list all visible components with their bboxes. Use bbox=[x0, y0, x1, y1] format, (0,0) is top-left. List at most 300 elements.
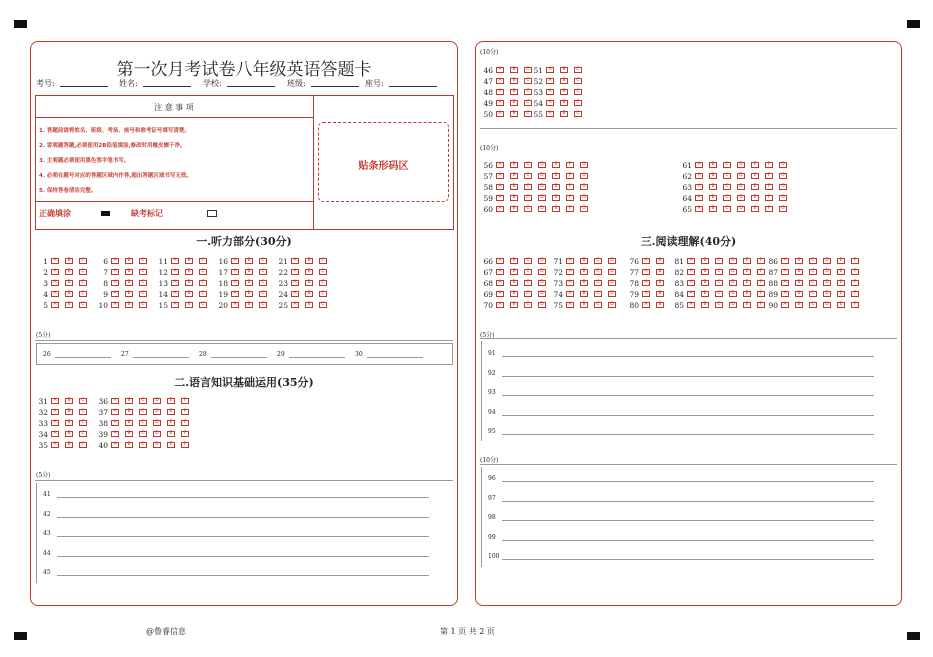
answer-bubble[interactable]: A bbox=[781, 302, 789, 308]
answer-bubble[interactable]: A bbox=[496, 302, 504, 308]
answer-bubble[interactable]: B bbox=[245, 302, 253, 308]
answer-bubble[interactable]: B bbox=[510, 195, 518, 201]
answer-bubble[interactable]: C bbox=[723, 173, 731, 179]
answer-bubble[interactable]: D bbox=[737, 184, 745, 190]
answer-bubble[interactable]: A bbox=[111, 291, 119, 297]
answer-bubble[interactable]: C bbox=[809, 291, 817, 297]
writing-answer-line[interactable] bbox=[502, 540, 874, 541]
answer-bubble[interactable]: B bbox=[560, 100, 568, 106]
answer-bubble[interactable]: B bbox=[510, 206, 518, 212]
answer-bubble[interactable]: G bbox=[779, 206, 787, 212]
answer-bubble[interactable]: B bbox=[795, 269, 803, 275]
answer-bubble[interactable]: F bbox=[765, 184, 773, 190]
answer-bubble[interactable]: G bbox=[580, 206, 588, 212]
answer-bubble[interactable]: E bbox=[743, 302, 751, 308]
answer-bubble[interactable]: C bbox=[139, 269, 147, 275]
answer-bubble[interactable]: A bbox=[781, 269, 789, 275]
answer-bubble[interactable]: F bbox=[765, 195, 773, 201]
writing-answer-line[interactable] bbox=[502, 501, 874, 502]
answer-bubble[interactable]: F bbox=[851, 291, 859, 297]
answer-bubble[interactable]: B bbox=[125, 409, 133, 415]
answer-bubble[interactable]: B bbox=[701, 258, 709, 264]
answer-bubble[interactable]: A bbox=[642, 258, 650, 264]
answer-bubble[interactable]: C bbox=[715, 291, 723, 297]
answer-bubble[interactable]: A bbox=[566, 258, 574, 264]
answer-bubble[interactable]: C bbox=[79, 302, 87, 308]
answer-bubble[interactable]: F bbox=[566, 184, 574, 190]
answer-bubble[interactable]: E bbox=[167, 398, 175, 404]
answer-bubble[interactable]: B bbox=[510, 89, 518, 95]
answer-bubble[interactable]: B bbox=[701, 302, 709, 308]
writing-answer-line[interactable] bbox=[502, 395, 874, 396]
answer-bubble[interactable]: D bbox=[538, 302, 546, 308]
answer-bubble[interactable]: C bbox=[79, 398, 87, 404]
answer-bubble[interactable]: A bbox=[51, 442, 59, 448]
answer-bubble[interactable]: C bbox=[139, 280, 147, 286]
answer-bubble[interactable]: C bbox=[809, 280, 817, 286]
answer-bubble[interactable]: D bbox=[538, 291, 546, 297]
answer-bubble[interactable]: C bbox=[524, 302, 532, 308]
answer-bubble[interactable]: E bbox=[837, 302, 845, 308]
answer-bubble[interactable]: D bbox=[538, 269, 546, 275]
answer-bubble[interactable]: A bbox=[642, 291, 650, 297]
answer-bubble[interactable]: A bbox=[496, 291, 504, 297]
answer-bubble[interactable]: F bbox=[757, 302, 765, 308]
answer-bubble[interactable]: B bbox=[560, 67, 568, 73]
answer-bubble[interactable]: D bbox=[608, 280, 616, 286]
answer-bubble[interactable]: C bbox=[524, 291, 532, 297]
answer-bubble[interactable]: C bbox=[139, 420, 147, 426]
answer-bubble[interactable]: F bbox=[566, 162, 574, 168]
blank-answer-line[interactable] bbox=[211, 357, 267, 358]
answer-bubble[interactable]: B bbox=[510, 100, 518, 106]
answer-bubble[interactable]: C bbox=[809, 258, 817, 264]
answer-bubble[interactable]: E bbox=[743, 291, 751, 297]
writing-answer-line[interactable] bbox=[502, 415, 874, 416]
answer-bubble[interactable]: A bbox=[566, 280, 574, 286]
answer-bubble[interactable]: E bbox=[743, 280, 751, 286]
answer-bubble[interactable]: A bbox=[51, 302, 59, 308]
answer-bubble[interactable]: E bbox=[837, 269, 845, 275]
answer-bubble[interactable]: D bbox=[153, 420, 161, 426]
answer-bubble[interactable]: F bbox=[851, 280, 859, 286]
answer-bubble[interactable]: A bbox=[171, 302, 179, 308]
answer-bubble[interactable]: C bbox=[524, 78, 532, 84]
answer-bubble[interactable]: A bbox=[687, 291, 695, 297]
answer-bubble[interactable]: C bbox=[524, 89, 532, 95]
answer-bubble[interactable]: A bbox=[781, 280, 789, 286]
answer-bubble[interactable]: A bbox=[51, 280, 59, 286]
answer-bubble[interactable]: C bbox=[259, 269, 267, 275]
answer-bubble[interactable]: C bbox=[715, 302, 723, 308]
answer-bubble[interactable]: F bbox=[851, 302, 859, 308]
answer-bubble[interactable]: C bbox=[79, 280, 87, 286]
blank-answer-line[interactable] bbox=[289, 357, 345, 358]
answer-bubble[interactable]: G bbox=[580, 195, 588, 201]
answer-bubble[interactable]: B bbox=[560, 89, 568, 95]
answer-bubble[interactable]: A bbox=[111, 280, 119, 286]
answer-bubble[interactable]: A bbox=[496, 89, 504, 95]
answer-bubble[interactable]: A bbox=[496, 173, 504, 179]
answer-bubble[interactable]: B bbox=[709, 184, 717, 190]
answer-bubble[interactable]: D bbox=[729, 258, 737, 264]
answer-bubble[interactable]: D bbox=[737, 206, 745, 212]
answer-bubble[interactable]: E bbox=[167, 420, 175, 426]
answer-bubble[interactable]: D bbox=[538, 184, 546, 190]
answer-bubble[interactable]: F bbox=[181, 398, 189, 404]
answer-bubble[interactable]: B bbox=[510, 67, 518, 73]
answer-bubble[interactable]: E bbox=[167, 409, 175, 415]
answer-bubble[interactable]: G bbox=[580, 162, 588, 168]
answer-bubble[interactable]: G bbox=[580, 173, 588, 179]
answer-bubble[interactable]: B bbox=[656, 269, 664, 275]
answer-bubble[interactable]: D bbox=[538, 173, 546, 179]
writing-answer-line[interactable] bbox=[57, 517, 429, 518]
answer-bubble[interactable]: C bbox=[524, 173, 532, 179]
answer-bubble[interactable]: D bbox=[538, 280, 546, 286]
answer-bubble[interactable]: F bbox=[566, 206, 574, 212]
answer-bubble[interactable]: A bbox=[496, 111, 504, 117]
answer-bubble[interactable]: A bbox=[496, 206, 504, 212]
writing-answer-line[interactable] bbox=[502, 559, 874, 560]
writing-answer-line[interactable] bbox=[502, 356, 874, 357]
answer-bubble[interactable]: C bbox=[723, 184, 731, 190]
answer-bubble[interactable]: E bbox=[552, 162, 560, 168]
answer-bubble[interactable]: C bbox=[79, 269, 87, 275]
answer-bubble[interactable]: F bbox=[765, 162, 773, 168]
answer-bubble[interactable]: B bbox=[701, 269, 709, 275]
answer-bubble[interactable]: C bbox=[594, 280, 602, 286]
answer-bubble[interactable]: D bbox=[608, 269, 616, 275]
answer-bubble[interactable]: A bbox=[695, 162, 703, 168]
answer-bubble[interactable]: B bbox=[185, 291, 193, 297]
answer-bubble[interactable]: B bbox=[125, 280, 133, 286]
answer-bubble[interactable]: B bbox=[709, 173, 717, 179]
answer-bubble[interactable]: A bbox=[496, 67, 504, 73]
answer-bubble[interactable]: D bbox=[538, 162, 546, 168]
writing-answer-line[interactable] bbox=[502, 481, 874, 482]
answer-bubble[interactable]: C bbox=[139, 302, 147, 308]
answer-bubble[interactable]: C bbox=[574, 100, 582, 106]
answer-bubble[interactable]: C bbox=[524, 100, 532, 106]
answer-bubble[interactable]: C bbox=[79, 431, 87, 437]
answer-bubble[interactable]: C bbox=[319, 291, 327, 297]
answer-bubble[interactable]: A bbox=[695, 184, 703, 190]
answer-bubble[interactable]: A bbox=[566, 269, 574, 275]
answer-bubble[interactable]: A bbox=[566, 302, 574, 308]
answer-bubble[interactable]: B bbox=[185, 269, 193, 275]
answer-bubble[interactable]: D bbox=[153, 442, 161, 448]
answer-bubble[interactable]: B bbox=[245, 258, 253, 264]
answer-bubble[interactable]: B bbox=[125, 431, 133, 437]
answer-bubble[interactable]: A bbox=[695, 173, 703, 179]
answer-bubble[interactable]: A bbox=[642, 302, 650, 308]
answer-bubble[interactable]: B bbox=[510, 291, 518, 297]
answer-bubble[interactable]: C bbox=[524, 195, 532, 201]
answer-bubble[interactable]: F bbox=[851, 269, 859, 275]
answer-bubble[interactable]: C bbox=[319, 258, 327, 264]
absent-mark-checkbox[interactable] bbox=[207, 210, 217, 217]
answer-bubble[interactable]: D bbox=[153, 409, 161, 415]
answer-bubble[interactable]: B bbox=[656, 258, 664, 264]
answer-bubble[interactable]: A bbox=[51, 431, 59, 437]
answer-bubble[interactable]: A bbox=[291, 258, 299, 264]
answer-bubble[interactable]: A bbox=[642, 269, 650, 275]
answer-bubble[interactable]: D bbox=[729, 280, 737, 286]
answer-bubble[interactable]: E bbox=[743, 258, 751, 264]
answer-bubble[interactable]: F bbox=[566, 173, 574, 179]
header-field-input[interactable] bbox=[143, 86, 191, 87]
answer-bubble[interactable]: F bbox=[765, 206, 773, 212]
answer-bubble[interactable]: A bbox=[231, 258, 239, 264]
answer-bubble[interactable]: F bbox=[181, 420, 189, 426]
answer-bubble[interactable]: C bbox=[524, 258, 532, 264]
answer-bubble[interactable]: A bbox=[291, 269, 299, 275]
answer-bubble[interactable]: D bbox=[823, 291, 831, 297]
answer-bubble[interactable]: A bbox=[695, 195, 703, 201]
answer-bubble[interactable]: C bbox=[594, 269, 602, 275]
answer-bubble[interactable]: B bbox=[510, 258, 518, 264]
answer-bubble[interactable]: A bbox=[111, 258, 119, 264]
answer-bubble[interactable]: C bbox=[199, 258, 207, 264]
answer-bubble[interactable]: F bbox=[757, 258, 765, 264]
answer-bubble[interactable]: E bbox=[837, 280, 845, 286]
answer-bubble[interactable]: A bbox=[496, 100, 504, 106]
answer-bubble[interactable]: D bbox=[153, 398, 161, 404]
answer-bubble[interactable]: C bbox=[139, 398, 147, 404]
answer-bubble[interactable]: B bbox=[560, 111, 568, 117]
answer-bubble[interactable]: B bbox=[510, 280, 518, 286]
answer-bubble[interactable]: D bbox=[737, 195, 745, 201]
answer-bubble[interactable]: C bbox=[524, 111, 532, 117]
answer-bubble[interactable]: E bbox=[552, 173, 560, 179]
answer-bubble[interactable]: B bbox=[185, 258, 193, 264]
answer-bubble[interactable]: C bbox=[715, 269, 723, 275]
answer-bubble[interactable]: C bbox=[524, 269, 532, 275]
answer-bubble[interactable]: E bbox=[552, 206, 560, 212]
answer-bubble[interactable]: E bbox=[167, 431, 175, 437]
answer-bubble[interactable]: C bbox=[723, 206, 731, 212]
answer-bubble[interactable]: B bbox=[305, 258, 313, 264]
answer-bubble[interactable]: A bbox=[51, 291, 59, 297]
answer-bubble[interactable]: B bbox=[580, 258, 588, 264]
answer-bubble[interactable]: A bbox=[171, 258, 179, 264]
answer-bubble[interactable]: B bbox=[709, 195, 717, 201]
answer-bubble[interactable]: D bbox=[538, 206, 546, 212]
answer-bubble[interactable]: C bbox=[79, 420, 87, 426]
answer-bubble[interactable]: C bbox=[259, 291, 267, 297]
answer-bubble[interactable]: F bbox=[757, 280, 765, 286]
answer-bubble[interactable]: B bbox=[580, 291, 588, 297]
answer-bubble[interactable]: B bbox=[125, 420, 133, 426]
answer-bubble[interactable]: C bbox=[199, 269, 207, 275]
answer-bubble[interactable]: B bbox=[656, 291, 664, 297]
writing-answer-line[interactable] bbox=[502, 434, 874, 435]
answer-bubble[interactable]: C bbox=[524, 184, 532, 190]
answer-bubble[interactable]: B bbox=[65, 291, 73, 297]
answer-bubble[interactable]: A bbox=[781, 291, 789, 297]
answer-bubble[interactable]: B bbox=[656, 302, 664, 308]
writing-answer-line[interactable] bbox=[502, 520, 874, 521]
answer-bubble[interactable]: C bbox=[199, 280, 207, 286]
answer-bubble[interactable]: C bbox=[524, 67, 532, 73]
answer-bubble[interactable]: E bbox=[751, 184, 759, 190]
answer-bubble[interactable]: C bbox=[574, 89, 582, 95]
answer-bubble[interactable]: G bbox=[779, 173, 787, 179]
answer-bubble[interactable]: B bbox=[245, 280, 253, 286]
answer-bubble[interactable]: F bbox=[566, 195, 574, 201]
answer-bubble[interactable]: B bbox=[305, 280, 313, 286]
answer-bubble[interactable]: B bbox=[560, 78, 568, 84]
answer-bubble[interactable]: B bbox=[125, 398, 133, 404]
answer-bubble[interactable]: C bbox=[594, 302, 602, 308]
answer-bubble[interactable]: E bbox=[837, 291, 845, 297]
answer-bubble[interactable]: A bbox=[546, 78, 554, 84]
header-field-input[interactable] bbox=[389, 86, 437, 87]
answer-bubble[interactable]: A bbox=[687, 269, 695, 275]
answer-bubble[interactable]: D bbox=[823, 269, 831, 275]
answer-bubble[interactable]: D bbox=[608, 302, 616, 308]
answer-bubble[interactable]: C bbox=[524, 280, 532, 286]
answer-bubble[interactable]: G bbox=[779, 184, 787, 190]
answer-bubble[interactable]: B bbox=[701, 280, 709, 286]
answer-bubble[interactable]: A bbox=[171, 269, 179, 275]
answer-bubble[interactable]: C bbox=[139, 431, 147, 437]
answer-bubble[interactable]: B bbox=[125, 258, 133, 264]
answer-bubble[interactable]: G bbox=[779, 162, 787, 168]
writing-answer-line[interactable] bbox=[502, 376, 874, 377]
answer-bubble[interactable]: B bbox=[795, 280, 803, 286]
answer-bubble[interactable]: A bbox=[171, 291, 179, 297]
answer-bubble[interactable]: F bbox=[757, 291, 765, 297]
answer-bubble[interactable]: A bbox=[111, 431, 119, 437]
answer-bubble[interactable]: B bbox=[510, 269, 518, 275]
answer-bubble[interactable]: C bbox=[715, 258, 723, 264]
answer-bubble[interactable]: B bbox=[701, 291, 709, 297]
answer-bubble[interactable]: C bbox=[723, 162, 731, 168]
answer-bubble[interactable]: D bbox=[823, 258, 831, 264]
answer-bubble[interactable]: A bbox=[695, 206, 703, 212]
answer-bubble[interactable]: F bbox=[181, 442, 189, 448]
answer-bubble[interactable]: B bbox=[305, 302, 313, 308]
answer-bubble[interactable]: B bbox=[795, 258, 803, 264]
answer-bubble[interactable]: D bbox=[538, 258, 546, 264]
blank-answer-line[interactable] bbox=[133, 357, 189, 358]
answer-bubble[interactable]: C bbox=[574, 111, 582, 117]
answer-bubble[interactable]: A bbox=[231, 302, 239, 308]
answer-bubble[interactable]: B bbox=[795, 291, 803, 297]
answer-bubble[interactable]: D bbox=[823, 302, 831, 308]
answer-bubble[interactable]: C bbox=[574, 78, 582, 84]
answer-bubble[interactable]: E bbox=[751, 195, 759, 201]
answer-bubble[interactable]: A bbox=[687, 302, 695, 308]
answer-bubble[interactable]: A bbox=[51, 258, 59, 264]
writing-answer-line[interactable] bbox=[57, 497, 429, 498]
answer-bubble[interactable]: E bbox=[552, 184, 560, 190]
answer-bubble[interactable]: B bbox=[795, 302, 803, 308]
answer-bubble[interactable]: A bbox=[171, 280, 179, 286]
answer-bubble[interactable]: B bbox=[125, 442, 133, 448]
answer-bubble[interactable]: B bbox=[709, 206, 717, 212]
answer-bubble[interactable]: A bbox=[111, 442, 119, 448]
answer-bubble[interactable]: C bbox=[79, 258, 87, 264]
answer-bubble[interactable]: A bbox=[496, 78, 504, 84]
answer-bubble[interactable]: C bbox=[319, 269, 327, 275]
answer-bubble[interactable]: C bbox=[79, 409, 87, 415]
answer-bubble[interactable]: B bbox=[305, 291, 313, 297]
answer-bubble[interactable]: B bbox=[245, 269, 253, 275]
answer-bubble[interactable]: C bbox=[139, 409, 147, 415]
answer-bubble[interactable]: B bbox=[125, 302, 133, 308]
answer-bubble[interactable]: B bbox=[65, 442, 73, 448]
blank-answer-line[interactable] bbox=[55, 357, 111, 358]
answer-bubble[interactable]: A bbox=[496, 258, 504, 264]
answer-bubble[interactable]: B bbox=[65, 409, 73, 415]
answer-bubble[interactable]: B bbox=[65, 431, 73, 437]
answer-bubble[interactable]: A bbox=[496, 280, 504, 286]
blank-answer-line[interactable] bbox=[367, 357, 423, 358]
answer-bubble[interactable]: B bbox=[580, 280, 588, 286]
answer-bubble[interactable]: C bbox=[259, 280, 267, 286]
answer-bubble[interactable]: A bbox=[546, 67, 554, 73]
answer-bubble[interactable]: B bbox=[125, 291, 133, 297]
answer-bubble[interactable]: A bbox=[291, 280, 299, 286]
answer-bubble[interactable]: B bbox=[305, 269, 313, 275]
answer-bubble[interactable]: A bbox=[51, 409, 59, 415]
answer-bubble[interactable]: A bbox=[546, 89, 554, 95]
header-field-input[interactable] bbox=[227, 86, 275, 87]
header-field-input[interactable] bbox=[311, 86, 359, 87]
answer-bubble[interactable]: E bbox=[751, 162, 759, 168]
answer-bubble[interactable]: A bbox=[231, 269, 239, 275]
answer-bubble[interactable]: D bbox=[153, 431, 161, 437]
answer-bubble[interactable]: A bbox=[687, 280, 695, 286]
answer-bubble[interactable]: C bbox=[319, 302, 327, 308]
answer-bubble[interactable]: B bbox=[580, 302, 588, 308]
answer-bubble[interactable]: A bbox=[496, 195, 504, 201]
answer-bubble[interactable]: C bbox=[79, 442, 87, 448]
answer-bubble[interactable]: E bbox=[743, 269, 751, 275]
answer-bubble[interactable]: C bbox=[809, 269, 817, 275]
answer-bubble[interactable]: C bbox=[199, 291, 207, 297]
answer-bubble[interactable]: C bbox=[139, 258, 147, 264]
answer-bubble[interactable]: A bbox=[781, 258, 789, 264]
answer-bubble[interactable]: B bbox=[510, 162, 518, 168]
answer-bubble[interactable]: C bbox=[524, 162, 532, 168]
answer-bubble[interactable]: D bbox=[608, 291, 616, 297]
answer-bubble[interactable]: E bbox=[552, 195, 560, 201]
answer-bubble[interactable]: D bbox=[737, 162, 745, 168]
answer-bubble[interactable]: E bbox=[167, 442, 175, 448]
answer-bubble[interactable]: F bbox=[765, 173, 773, 179]
answer-bubble[interactable]: C bbox=[139, 291, 147, 297]
answer-bubble[interactable]: A bbox=[291, 302, 299, 308]
answer-bubble[interactable]: F bbox=[181, 431, 189, 437]
answer-bubble[interactable]: F bbox=[851, 258, 859, 264]
answer-bubble[interactable]: B bbox=[65, 258, 73, 264]
answer-bubble[interactable]: A bbox=[687, 258, 695, 264]
writing-answer-line[interactable] bbox=[57, 556, 429, 557]
answer-bubble[interactable]: B bbox=[709, 162, 717, 168]
answer-bubble[interactable]: B bbox=[125, 269, 133, 275]
answer-bubble[interactable]: A bbox=[51, 398, 59, 404]
answer-bubble[interactable]: A bbox=[642, 280, 650, 286]
answer-bubble[interactable]: B bbox=[510, 111, 518, 117]
answer-bubble[interactable]: C bbox=[199, 302, 207, 308]
answer-bubble[interactable]: D bbox=[538, 195, 546, 201]
answer-bubble[interactable]: B bbox=[245, 291, 253, 297]
answer-bubble[interactable]: E bbox=[751, 173, 759, 179]
